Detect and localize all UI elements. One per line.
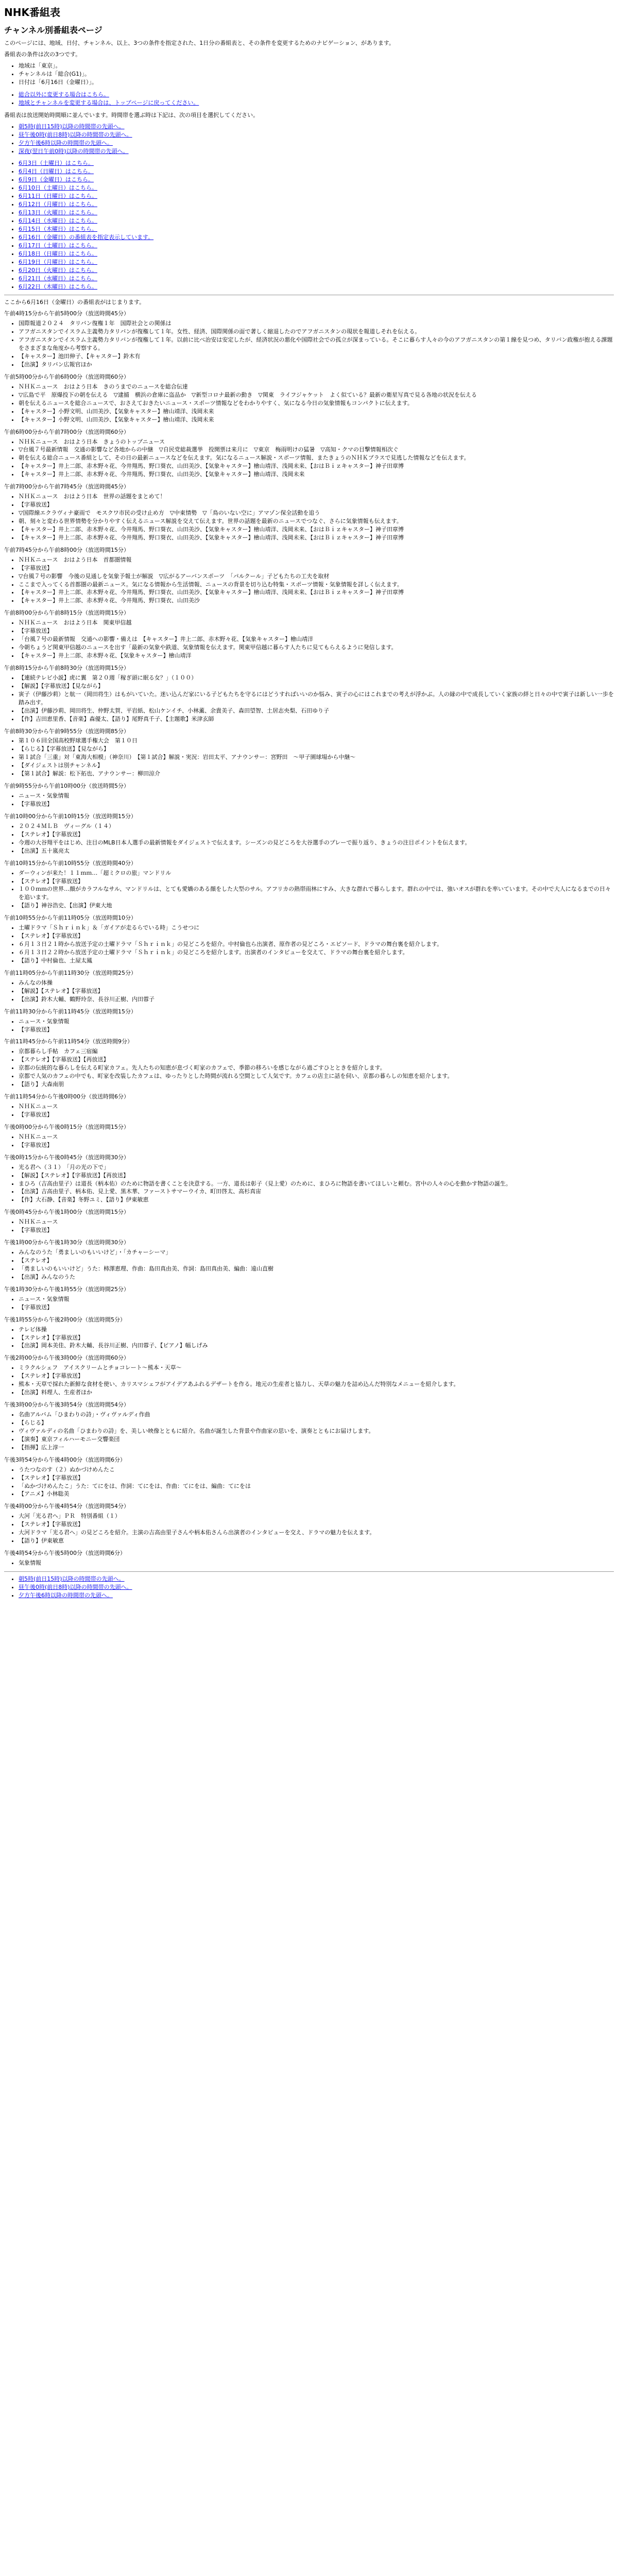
time-links	[4, 123, 614, 156]
program-detail-line: • アフガニスタンでイスラム主義勢力タリバンが復権して１年。以前に比べ治安は安定したが、経済状況の悪化や国際社会での孤立が深まっている。そこに暮らす人々の今のアフガニスタンの第１線を見つめ、タリバン政権が抱える課題をさまざまな角度から考察する。	[19, 336, 614, 352]
program-detail-line: • 【出演】伊藤沙莉、岡田将生、仲野太賀、平岩紙、松山ケンイチ、小林薫、余貴美子、森田望智、土居志央梨、石田ゆり子	[19, 707, 614, 715]
nav-intro: 番組表は放送開始時間順に並んでいます。時間帯を選ぶ時は下記は、次の項目を選択してください。	[4, 111, 259, 118]
program-detail-line: • 【出演】吉高由里子、柄本佑、見上愛、黒木華、ファーストサマーウイカ、町田啓太、高杉真宙	[19, 1188, 614, 1196]
program-detail-line: • 【キャスター】池田伸子、【キャスター】鈴木有	[19, 352, 614, 361]
date-link-item	[19, 275, 614, 283]
date-link[interactable]: 6月22日（木曜日）はこちら。	[19, 283, 97, 290]
program-detail-line: • 寅子（伊藤沙莉）と航一（岡田将生）はもがいていた。迷い込んだ家にいる子どもたちを守るにはどうすればいいのか悩み、寅子の心にはこれまでの考えが浮かぶ。人の縁の中で成長していく家族の絆と日々の中で寅子は新しい一歩を踏み出す。	[19, 690, 614, 707]
program-detail-line: • 【第１試合】解説：松下拓也、アナウンサー：柳田涼介	[19, 770, 614, 778]
program-entry	[4, 1239, 614, 1281]
intro-text: このページには、地域、日付、チャンネル、以上、3つの条件を指定された、1日分の番組表と、その条件を変更するためのナビゲーション、があります。	[4, 40, 395, 47]
program-detail-line: • ＮＨＫニュース おはよう日本 関東甲信越	[19, 619, 614, 627]
program-detail-line: • 【キャスター】井上二郎、赤木野々花、今井翔馬、野口葵衣、山田美沙、【気象キャスター】檜山靖洋、浅岡未来、【おはＢｉｚキャスター】神子田章博	[19, 588, 614, 597]
date-links	[4, 159, 614, 291]
program-detail-line: • ２０２４ＭＬＢ ヴィーグル（１４）	[19, 822, 614, 831]
program-details	[4, 1295, 614, 1312]
program-entry	[4, 609, 614, 660]
date-link[interactable]: 6月11日（日曜日）はこちら。	[19, 193, 97, 200]
program-detail-line: • 【出演】タリバン広報官ほか	[19, 361, 614, 369]
program-detail-line: • 国際報道２０２４ タリバン復権１年 国際社会との関係は	[19, 319, 614, 328]
program-entry	[4, 1123, 614, 1149]
program-detail-line: • 京都で人気のカフェの中でも、町家を改装したカフェは、ゆったりとした時間が流れる空間として人気です。カフェの店主に話を伺い、京都の暮らしの知恵を紹介します。	[19, 1072, 614, 1080]
program-detail-line: • テレビ体操	[19, 1326, 614, 1334]
program-detail-line: • 大河ドラマ「光る君へ」の見どころを紹介。主演の吉高由里子さんや柄本佑さんら出演者のインタビューを交え、ドラマの魅力を伝えます。	[19, 1529, 614, 1537]
date-link-item	[19, 159, 614, 167]
time-link-item	[19, 139, 614, 147]
program-time: 午前8時15分から午前8時30分（放送時間15分）	[4, 664, 129, 671]
program-detail-line: • ＮＨＫニュース おはよう日本 きのうまでのニュースを総合伝達	[19, 383, 614, 391]
program-detail-line: • 【字幕放送】	[19, 501, 614, 509]
program-details	[4, 1411, 614, 1452]
program-detail-line: • 【キャスター】井上二郎、赤木野々花、【気象キャスター】檜山靖洋	[19, 652, 614, 660]
divider	[4, 1571, 614, 1572]
program-detail-line: • 【ステレオ】【字幕放送】	[19, 1334, 614, 1342]
program-detail-line: • 「ぬかづけめんたこ」うた：てにをは、作詞：てにをは、作曲：てにをは、編曲：てにをは	[19, 1482, 614, 1490]
program-details	[4, 1248, 614, 1281]
program-detail-line: • ▽台風７号最新情報 交通の影響など各地からの中継 ▽自民党総裁選挙 投開票は来月に ▽東京 梅雨明けの猛暑 ▽高知・クマの目撃情報相次ぐ	[19, 446, 614, 454]
program-time: 午後4時00分から午後4時54分（放送時間54分）	[4, 1503, 129, 1510]
program-details	[4, 1364, 614, 1397]
date-link-item	[19, 217, 614, 225]
program-detail-line: • 【キャスター】小野文明、山田美沙、【気象キャスター】檜山靖洋、浅岡未来	[19, 408, 614, 416]
program-details	[4, 979, 614, 1004]
program-details	[4, 1466, 614, 1499]
program-detail-line: • 今朝ちょうど関東甲信越のニュースを出す「最新の気象や鉄道、気象情報を伝えます。関東甲信越に暮らす人たちに見てもらえるように発信します。	[19, 643, 614, 652]
program-entry	[4, 1285, 614, 1312]
change-links	[4, 91, 614, 107]
time-link-morning[interactable]: 朝5時(前日15時)以降の時間帯の先頭へ。	[19, 123, 125, 130]
date-link-item	[19, 242, 614, 250]
date-link[interactable]: 6月16日（金曜日）の番組表を指定表示しています。	[19, 233, 154, 241]
program-details	[4, 1218, 614, 1234]
program-entry	[4, 812, 614, 855]
conditions-intro: 番組表の条件は次の3つです。	[4, 51, 81, 58]
program-detail-line: • 【ステレオ】【字幕放送】	[19, 831, 614, 839]
time-link-item	[19, 131, 614, 139]
program-entry	[4, 1354, 614, 1397]
footer-link-item	[19, 1583, 614, 1591]
program-detail-line: • 気象情報	[19, 1559, 614, 1567]
change-channel-link[interactable]: 総合以外に変更する場合はこちら。	[19, 91, 109, 98]
program-entry	[4, 727, 614, 778]
schedule-list	[4, 310, 614, 1567]
program-entry	[4, 1316, 614, 1350]
program-time: 午後1時30分から午後1時55分（放送時間25分）	[4, 1285, 129, 1293]
program-detail-line: • ▽国際線エクラヴィナ豪雨で モスクワ市民の受け止め方 ▽中東情勢 ▽「鳥のいない空に」アマゾン保全活動を追う	[19, 509, 614, 517]
program-time: 午前11時30分から午前11時45分（放送時間15分）	[4, 1008, 136, 1015]
program-detail-line: • 【キャスター】小野文明、山田美沙、【気象キャスター】檜山靖洋、浅岡未来	[19, 416, 614, 424]
footer-link-item	[19, 1575, 614, 1583]
date-link[interactable]: 6月18日（日曜日）はこちら。	[19, 250, 97, 257]
program-detail-line: • みんなのうた「勇ましいのもいいけど」・「カチャーシーマ」	[19, 1248, 614, 1257]
program-entry	[4, 1208, 614, 1234]
schedule-intro: ここから6月16日（金曜日）の番組表がはじまります。	[4, 299, 145, 306]
program-detail-line: • 【出演】岡本美佳、鈴木大輔、長谷川正樹、内田蓉子、【ピアノ】幅しげみ	[19, 1342, 614, 1350]
program-detail-line: • 【解説】【ステレオ】【字幕放送】【再放送】	[19, 1172, 614, 1180]
program-detail-line: • 「台風７号の最新情報 交通への影響・備えは 【キャスター】井上二郎、赤木野々花、【気象キャスター】檜山靖洋	[19, 635, 614, 643]
footer-link-item	[19, 1591, 614, 1600]
program-details	[4, 1018, 614, 1034]
program-detail-line: • 朝を伝える総合ニュース番組として、その日の最新ニュースなどを伝えます。気になるニュース解説・スポーツ情報、またきょうのＮＨＫプラスで見逃した情報などを伝えます。	[19, 454, 614, 462]
date-link[interactable]: 6月9日（金曜日）はこちら。	[19, 176, 94, 183]
program-detail-line: • 【出演】鈴木大輔、鶴野玲奈、長谷川正樹、内田蓉子	[19, 995, 614, 1004]
program-time: 午前8時00分から午前8時15分（放送時間15分）	[4, 609, 129, 617]
program-details	[4, 438, 614, 479]
program-time: 午後1時00分から午後1時30分（放送時間30分）	[4, 1239, 129, 1246]
program-detail-line: • ▽台風７号の影響 今後の見通しを気象予報士が解説 ▽広がるアーバンスポーツ 「パルクール」子どもたちの工夫を取材	[19, 572, 614, 581]
program-detail-line: • ダーウィンが来た！１１ｍｍ…「超ミクロの旅」マンドリル	[19, 869, 614, 877]
conditions-list	[4, 62, 614, 87]
program-detail-line: • 熊本・天草で採れた新鮮な食材を使い、カリスマシェフがアイデアあふれるデザートを作る。地元の生産者と協力し、天草の魅力を詰め込んだ特別なメニューを紹介します。	[19, 1380, 614, 1388]
program-detail-line: • 【解説】【ステレオ】【字幕放送】	[19, 987, 614, 995]
program-detail-line: • 【字幕放送】	[19, 627, 614, 635]
program-entry	[4, 1093, 614, 1119]
program-details	[4, 1512, 614, 1545]
program-detail-line: • 土曜ドラマ「Ｓｈｒｉｎｋ」＆「ガイアが走るらでいる時」こうせつに	[19, 924, 614, 932]
program-detail-line: • ６月１３日２１時から放送予定の土曜ドラマ「Ｓｈｒｉｎｋ」の見どころを紹介。中村倫也ら出演者、原作者の見どころ・エピソード、ドラマの舞台裏を紹介します。	[19, 940, 614, 948]
program-details	[4, 792, 614, 808]
program-detail-line: • 【字幕放送】	[19, 1303, 614, 1312]
program-detail-line: • ＮＨＫニュース おはよう日本 世界の話題をまとめて！	[19, 493, 614, 501]
program-details	[4, 674, 614, 723]
footer-links	[4, 1575, 614, 1600]
program-detail-line: • ＮＨＫニュース	[19, 1103, 614, 1111]
program-entry	[4, 1456, 614, 1499]
page-title: NHK番組表	[4, 6, 60, 19]
program-detail-line: • 【字幕放送】	[19, 1111, 614, 1119]
program-detail-line: • ニュース・気象情報	[19, 792, 614, 800]
program-detail-line: • 京都暮らし手帖 カフェ三宿編	[19, 1047, 614, 1056]
program-entry	[4, 310, 614, 369]
program-time: 午前5時00分から午前6時00分（放送時間60分）	[4, 373, 129, 380]
program-details	[4, 1133, 614, 1149]
program-details	[4, 1163, 614, 1205]
program-time: 午後3時54分から午後4時00分（放送時間6分）	[4, 1456, 126, 1463]
program-detail-line: • 【ステレオ】【字幕放送】	[19, 1520, 614, 1529]
program-detail-line: • 【演奏】東京フィルハーモニー交響楽団	[19, 1435, 614, 1444]
time-link-item	[19, 123, 614, 131]
program-detail-line: • 【キャスター】井上二郎、赤木野々花、今井翔馬、野口葵衣、山田美沙、【気象キャスター】檜山靖洋、浅岡未来、【おはＢｉｚキャスター】神子田章博	[19, 526, 614, 534]
program-detail-line: • 【ステレオ】【字幕放送】	[19, 877, 614, 886]
program-detail-line: • 今週の大谷翔平をはじめ、注目のMLB日本人選手の最新情報をダイジェストで伝えます。シーズンの見どころを大谷選手のプレーで振り返り、きょうの注目ポイントを伝えます。	[19, 839, 614, 847]
time-link-item	[19, 147, 614, 156]
program-details	[4, 319, 614, 369]
program-time: 午前4時15分から午前5時00分（放送時間45分）	[4, 310, 129, 317]
program-detail-line: • 【指揮】広上淳一	[19, 1444, 614, 1452]
date-link[interactable]: 6月15日（木曜日）はこちら。	[19, 225, 97, 232]
date-link[interactable]: 6月17日（土曜日）はこちら。	[19, 242, 97, 249]
program-detail-line: • 【出演】料理人、生産者ほか	[19, 1388, 614, 1397]
condition-item: • チャンネルは「総合(G1)」。	[19, 70, 614, 78]
program-details	[4, 1326, 614, 1350]
program-detail-line: • ＮＨＫニュース	[19, 1133, 614, 1141]
date-link-item	[19, 209, 614, 217]
program-detail-line: • 【ダイジェストは別チャンネル】	[19, 761, 614, 770]
program-time: 午後2時00分から午後3時00分（放送時間60分）	[4, 1354, 129, 1362]
program-detail-line: • 名曲アルバム「ひまわりの詩」・ヴィヴァルディ作曲	[19, 1411, 614, 1419]
back-to-top-link[interactable]: 地域とチャンネルを変更する場合は、トップページに戻ってください。	[19, 99, 199, 106]
program-entry	[4, 782, 614, 808]
program-detail-line: • 【らじる】【字幕放送】【見ながら】	[19, 745, 614, 753]
change-link-item	[19, 99, 614, 107]
date-link-item	[19, 192, 614, 200]
program-detail-line: • 【連続テレビ小説】虎に翼 第２０週「稼ぎ頭に眠る女？」（１００）	[19, 674, 614, 682]
program-details	[4, 619, 614, 660]
program-detail-line: • 光る君へ（３１） 「月の光の下で」	[19, 1163, 614, 1172]
program-detail-line: • うたつなのす（２）ぬかづけめんたこ	[19, 1466, 614, 1474]
program-entry	[4, 1038, 614, 1089]
program-detail-line: • ＮＨＫニュース おはよう日本 首都圏情報	[19, 556, 614, 564]
page-subtitle: チャンネル別番組表ページ	[4, 25, 102, 35]
program-detail-line: • 【語り】伊東敏恵	[19, 1537, 614, 1545]
date-link-item	[19, 225, 614, 233]
program-detail-line: • ＮＨＫニュース	[19, 1218, 614, 1226]
program-detail-line: • 【語り】神谷浩史、【出演】伊東大地	[19, 902, 614, 910]
date-link[interactable]: 6月19日（月曜日）はこちら。	[19, 258, 97, 265]
date-link[interactable]: 6月10日（土曜日）はこちら。	[19, 184, 97, 192]
program-detail-line: • 【キャスター】井上二郎、赤木野々花、今井翔馬、野口葵衣、山田美沙、【気象キャスター】檜山靖洋、浅岡未来	[19, 470, 614, 479]
program-time: 午前10時00分から午前10時15分（放送時間15分）	[4, 812, 136, 820]
program-details	[4, 737, 614, 778]
program-entry	[4, 373, 614, 424]
program-detail-line: • 大河「光る君へ」ＰＲ 特別番組（１）	[19, 1512, 614, 1520]
program-detail-line: • 【キャスター】井上二郎、赤木野々花、今井翔馬、野口葵衣、山田美沙	[19, 597, 614, 605]
date-link-item	[19, 250, 614, 258]
program-entry	[4, 1154, 614, 1205]
program-detail-line: • 【出演】みんなのうた	[19, 1273, 614, 1281]
date-link[interactable]: 6月13日（火曜日）はこちら。	[19, 209, 97, 216]
program-detail-line: • 第１試合「三重」対「東海大相模」（神奈川） 【第１試合】解説・実況：岩田太平、アナウンサー：宮野田 〜甲子園球場から中継〜	[19, 753, 614, 761]
program-details	[4, 556, 614, 605]
program-entry	[4, 546, 614, 605]
program-detail-line: • まひろ（吉高由里子）は道長（柄本佑）のために物語を書くことを決意する。一方、道長は彰子（見上愛）のために、まひろに物語を書いてほしいと頼む。宮中の人々の心を動かす物語の誕生。	[19, 1180, 614, 1188]
program-time: 午後0時45分から午後1時00分（放送時間15分）	[4, 1209, 129, 1216]
program-entry	[4, 969, 614, 1004]
date-link-item	[19, 200, 614, 209]
program-detail-line: • 【字幕放送】	[19, 800, 614, 808]
program-details	[4, 869, 614, 910]
program-detail-line: • ＮＨＫニュース おはよう日本 きょうのトップニュース	[19, 438, 614, 446]
program-detail-line: • ６月１３日２２時から放送予定の土曜ドラマ「Ｓｈｒｉｎｋ」の見どころを紹介します。出演者のインタビューを交えて、ドラマの舞台裏を紹介します。	[19, 948, 614, 957]
program-detail-line: • 【作】吉田恵里香、【音楽】森優太、【語り】尾野真千子、【主題歌】米津玄師	[19, 715, 614, 723]
date-link[interactable]: 6月21日（水曜日）はこちら。	[19, 275, 97, 282]
program-details	[4, 1559, 614, 1567]
program-detail-line: • 【語り】中村倫也、土屋太鳳	[19, 957, 614, 965]
program-time: 午前6時00分から午前7時00分（放送時間60分）	[4, 428, 129, 435]
program-detail-line: • 【キャスター】井上二郎、赤木野々花、今井翔馬、野口葵衣、山田美沙、【気象キャスター】檜山靖洋、浅岡未来、【おはＢｉｚキャスター】神子田章博	[19, 534, 614, 542]
program-detail-line: • 朝を伝えるニュースを総合ニュースで、おさえておきたいニュース・スポーツ情報などをわかりやすく、気になる今日の気象情報もコンパクトに伝えます。	[19, 399, 614, 408]
program-time: 午前11時54分から午後0時00分（放送時間6分）	[4, 1093, 129, 1100]
program-detail-line: • 【ステレオ】【字幕放送】	[19, 1474, 614, 1482]
program-detail-line: • 京都の伝統的な暮らしを伝える町家カフェ。先人たちの知恵が息づく町家のカフェで、季節の移ろいを感じながら過ごすひとときを紹介します。	[19, 1064, 614, 1072]
program-detail-line: • ▽広島で平 原爆投下の朝を伝える ▽逮捕 横浜の倉庫に盗品か ▽新型コロナ最新の動き ▽関東 ライフジャケット よく似ている？最新の衛星写真で見る各地の状況を伝える	[19, 391, 614, 399]
program-detail-line: • 【ステレオ】【字幕放送】	[19, 1372, 614, 1380]
date-link-item	[19, 233, 614, 242]
time-link-evening[interactable]: 夕方午後6時以降の時間帯の先頭へ。	[19, 139, 113, 146]
program-detail-line: • 【出演】五十嵐亮太	[19, 847, 614, 855]
program-details	[4, 493, 614, 542]
program-entry	[4, 859, 614, 910]
program-details	[4, 1103, 614, 1119]
condition-item: • 地域は「東京」。	[19, 62, 614, 70]
date-link-item	[19, 283, 614, 291]
program-time: 午前8時30分から午前9時55分（放送時間85分）	[4, 727, 129, 735]
program-time: 午前7時00分から午前7時45分（放送時間45分）	[4, 483, 129, 490]
program-detail-line: • ニュース・気象情報	[19, 1295, 614, 1303]
program-entry	[4, 1008, 614, 1034]
program-detail-line: • 朝、刻々と変わる世界情勢を分かりやすく伝えるニュース解説を交えて伝えます。世界の話題を最新のニュースでつなぐ、さらに気象情報も伝えます。	[19, 517, 614, 526]
program-time: 午前10時15分から午前10時55分（放送時間40分）	[4, 859, 136, 867]
program-entry	[4, 483, 614, 542]
program-detail-line: • ニュース・気象情報	[19, 1018, 614, 1026]
program-detail-line: • 【解説】【字幕放送】【見ながら】	[19, 682, 614, 690]
date-link[interactable]: 6月4日（日曜日）はこちら。	[19, 168, 94, 175]
program-entry	[4, 1401, 614, 1452]
program-detail-line: • 【語り】大森南朋	[19, 1080, 614, 1089]
program-detail-line: • 【ステレオ】【字幕放送】	[19, 932, 614, 940]
program-entry	[4, 1549, 614, 1567]
program-time: 午後4時54分から午後5時00分（放送時間6分）	[4, 1550, 126, 1557]
program-details	[4, 822, 614, 855]
program-detail-line: • 【字幕放送】	[19, 1026, 614, 1034]
program-time: 午前10時55分から午前11時05分（放送時間10分）	[4, 914, 136, 922]
program-detail-line: • みんなの体操	[19, 979, 614, 987]
program-details	[4, 1047, 614, 1089]
program-detail-line: • 「勇ましいのもいいけど」うた：柿澤恵理、作曲：島田真由美、作詞：島田真由美、編曲：遠山直樹	[19, 1265, 614, 1273]
program-detail-line: • １００ｍｍの世界…顔がカラフルなサル、マンドリルは、とても愛嬌のある顔をした大型のサル。アフリカの熱帯雨林にすみ、大きな群れで暮らします。群れの中では、強いオスが群れを率いています。その中で大人になるまでの日々を追います。	[19, 885, 614, 902]
date-link[interactable]: 6月3日（土曜日）はこちら。	[19, 160, 94, 167]
footer-link-evening[interactable]: 夕方午後6時以降の時間帯の先頭へ。	[19, 1591, 113, 1599]
program-detail-line: • 【ステレオ】	[19, 1257, 614, 1265]
date-link-item	[19, 258, 614, 266]
program-entry	[4, 1502, 614, 1545]
program-time: 午後3時00分から午後3時54分（放送時間54分）	[4, 1401, 129, 1409]
date-link-item	[19, 184, 614, 192]
program-time: 午後0時15分から午後0時45分（放送時間30分）	[4, 1154, 129, 1161]
footer-link-morning[interactable]: 朝5時(前日15時)以降の時間帯の先頭へ。	[19, 1575, 125, 1582]
date-link[interactable]: 6月14日（水曜日）はこちら。	[19, 217, 97, 224]
program-detail-line: • 【字幕放送】	[19, 1141, 614, 1149]
date-link-item	[19, 266, 614, 275]
program-detail-line: • 【作】大石静、【音楽】冬野ユミ、【語り】伊東敏恵	[19, 1196, 614, 1204]
program-detail-line: • 【アニメ】小林聡美	[19, 1490, 614, 1498]
program-time: 午前11時05分から午前11時30分（放送時間25分）	[4, 969, 136, 976]
program-details	[4, 383, 614, 424]
time-link-noon[interactable]: 昼午後0時(前日8時)以降の時間帯の先頭へ。	[19, 131, 132, 138]
date-link[interactable]: 6月20日（火曜日）はこちら。	[19, 266, 97, 274]
date-link-item	[19, 176, 614, 184]
program-detail-line: • アフガニスタンでイスラム主義勢力タリバンが復権して１年。女性、経済、国際関係の面で著しく縮退したのでアフガニスタンの現状を報道しそれを伝える。	[19, 328, 614, 336]
program-time: 午前9時55分から午前10時00分（放送時間5分）	[4, 783, 129, 790]
program-time: 午後0時00分から午後0時15分（放送時間15分）	[4, 1123, 129, 1130]
program-details	[4, 924, 614, 965]
date-link-item	[19, 167, 614, 176]
program-entry	[4, 428, 614, 479]
date-link[interactable]: 6月12日（月曜日）はこちら。	[19, 201, 97, 208]
program-entry	[4, 914, 614, 965]
program-detail-line: • ここまで入ってくる首都圏の最新ニュース。気になる情報から生活情報、ニュースの背景を切り込む特集・スポーツ情報・気象情報を詳しく伝えます。	[19, 581, 614, 589]
program-detail-line: • 【字幕放送】	[19, 1226, 614, 1234]
program-detail-line: • 【字幕放送】	[19, 564, 614, 572]
time-link-night[interactable]: 深夜(翌日午前0時)以降の時間帯の先頭へ。	[19, 147, 129, 155]
footer-link-noon[interactable]: 昼午後0時(前日8時)以降の時間帯の先頭へ。	[19, 1583, 132, 1590]
program-time: 午後1時55分から午後2時00分（放送時間5分）	[4, 1316, 126, 1323]
program-detail-line: • 【キャスター】井上二郎、赤木野々花、今井翔馬、野口葵衣、山田美沙、【気象キャスター】檜山靖洋、浅岡未来、【おはＢｉｚキャスター】神子田章博	[19, 462, 614, 470]
program-detail-line: • 【らじる】	[19, 1419, 614, 1427]
program-detail-line: • ヴィヴァルディの名曲「ひまわりの詩」を、美しい映像とともに紹介。名曲が誕生した背景や作曲家の思いを、演奏とともにお届けします。	[19, 1427, 614, 1435]
change-link-item	[19, 91, 614, 99]
program-time: 午前7時45分から午前8時00分（放送時間15分）	[4, 546, 129, 553]
condition-item: • 日付は「6月16日（金曜日）」。	[19, 78, 614, 87]
program-time: 午前11時45分から午前11時54分（放送時間9分）	[4, 1038, 133, 1045]
program-detail-line: • ミラクルシェフ アイスクリームとチョコレート〜熊本・天草〜	[19, 1364, 614, 1372]
program-detail-line: • 【ステレオ】【字幕放送】【再放送】	[19, 1056, 614, 1064]
program-entry	[4, 664, 614, 723]
program-detail-line: • 第１０６回全国高校野球選手権大会 第１０日	[19, 737, 614, 745]
